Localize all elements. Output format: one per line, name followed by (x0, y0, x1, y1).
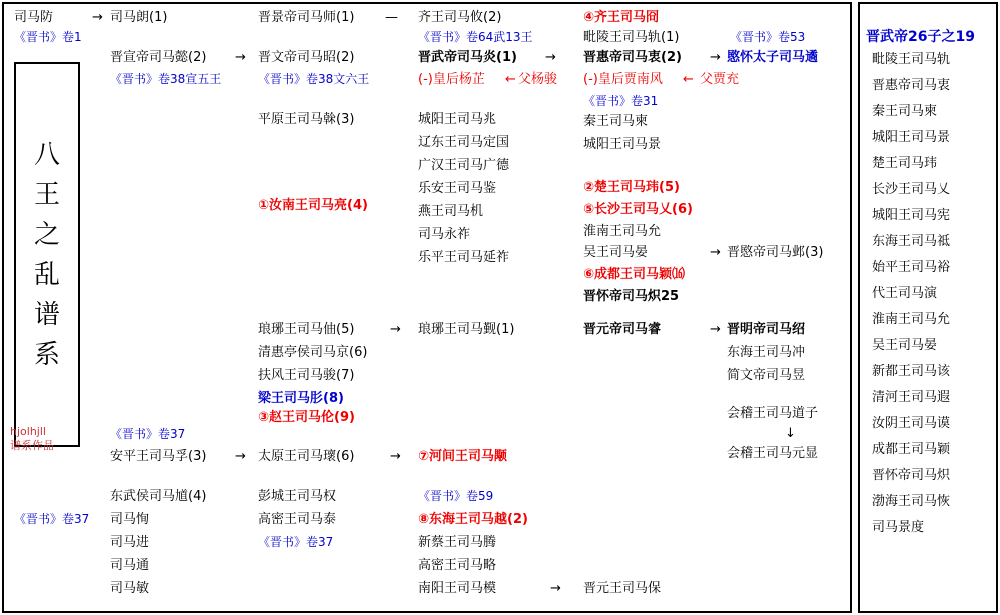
emperor-son-item: 成都王司马颖 (872, 442, 951, 457)
node-col2-0: 司马朗(1) (110, 10, 168, 25)
node-col1-2: 《晋书》卷1 (14, 30, 82, 44)
node-col1-6: 《晋书》卷37 (14, 512, 90, 526)
node-col2-6: 司马进 (110, 535, 150, 550)
node-col1-5: → (235, 449, 246, 464)
node-col3-2: 晋文帝司马昭(2) (258, 50, 355, 65)
node-col5-1: 毗陵王司马轨(1) (583, 30, 680, 45)
node-col1-0: 司马防 (14, 10, 54, 25)
node-col3-12: 太原王司马瓌(6) (258, 449, 355, 464)
title-char-4: 谱 (33, 299, 60, 330)
node-col4-13: 乐平王司马延祚 (418, 250, 510, 265)
node-col1-1: → (92, 10, 103, 25)
node-col3-1: — (385, 10, 398, 25)
chart-title-box (14, 62, 80, 447)
node-col4-12: 司马永祚 (418, 227, 471, 242)
node-col4-18: 新蔡王司马腾 (418, 535, 497, 550)
node-col5-15: 吴王司马晏 (583, 245, 649, 260)
right-panel-title: 晋武帝26子之19 (866, 29, 975, 45)
node-col3-7: → (390, 322, 401, 337)
node-col4-2: 晋武帝司马炎(1) (418, 50, 517, 65)
node-col4-19: 高密王司马略 (418, 558, 497, 573)
node-col3-13: → (390, 449, 401, 464)
emperor-son-item: 汝阴王司马谟 (872, 416, 951, 431)
title-char-5: 系 (33, 339, 60, 370)
emperor-son-item: 司马景度 (872, 520, 925, 535)
node-col4-3: → (545, 50, 556, 65)
emperor-son-item: 秦王司马柬 (872, 104, 938, 119)
node-col5-6: (-)皇后贾南风 (583, 72, 663, 87)
node-col3-14: 彭城王司马权 (258, 489, 337, 504)
node-col5-4: → (710, 50, 721, 65)
node-col5-9: 《晋书》卷31 (583, 94, 659, 108)
node-col2-1: 晋宣帝司马懿(2) (110, 50, 207, 65)
emperor-son-item: 楚王司马玮 (872, 156, 938, 171)
emperor-son-item: 东海王司马祗 (872, 234, 951, 249)
node-col3-8: 清惠亭侯司马京(6) (258, 345, 368, 360)
node-col4-7: 城阳王司马兆 (418, 112, 497, 127)
node-col3-4: 平原王司马榦(3) (258, 112, 355, 127)
node-col4-14: 琅琊王司马觐(1) (418, 322, 515, 337)
node-col4-21: → (550, 581, 561, 596)
title-char-1: 王 (33, 179, 60, 210)
node-col4-1: 《晋书》卷64武13王 (418, 30, 533, 44)
node-col3-0: 晋景帝司马师(1) (258, 10, 355, 25)
emperor-son-item: 长沙王司马乂 (872, 182, 951, 197)
title-char-3: 乱 (33, 259, 60, 290)
node-col2-8: 司马敏 (110, 581, 150, 596)
node-col5-14: 淮南王司马允 (583, 224, 662, 239)
node-col5-22: 晋明帝司马绍 (727, 322, 806, 337)
node-col2-2: → (235, 50, 246, 65)
node-col1-3: 《晋书》卷37 (110, 427, 186, 441)
node-col5-18: ⑥成都王司马颖⒃ (583, 267, 686, 282)
signature-line-2: 谱系作品 (10, 439, 54, 452)
node-col1-4: 安平王司马孚(3) (110, 449, 207, 464)
node-col5-17: 晋愍帝司马邺(3) (727, 245, 824, 260)
title-char-0: 八 (33, 139, 60, 170)
node-col5-2: 《晋书》卷53 (730, 30, 806, 44)
emperor-son-item: 毗陵王司马轨 (872, 52, 951, 67)
emperor-son-item: 晋惠帝司马衷 (872, 78, 951, 93)
node-col4-11: 燕王司马机 (418, 204, 484, 219)
node-col5-27: 会稽王司马元显 (727, 446, 819, 461)
node-col5-10: 秦王司马柬 (583, 114, 649, 129)
node-col2-7: 司马通 (110, 558, 150, 573)
emperor-son-item: 始平王司马裕 (872, 260, 951, 275)
signature-line-1: hjolhjll (10, 425, 46, 438)
node-col3-5: ①汝南王司马亮(4) (258, 198, 368, 213)
node-col2-3: 《晋书》卷38宣五王 (110, 72, 222, 86)
node-col4-4: (-)皇后杨芷 (418, 72, 485, 87)
node-col3-9: 扶风王司马骏(7) (258, 368, 355, 383)
node-col2-4: 东武侯司马馗(4) (110, 489, 207, 504)
node-col5-13: ⑤长沙王司马乂(6) (583, 202, 693, 217)
emperor-son-item: 代王司马演 (872, 286, 938, 301)
emperor-son-item: 淮南王司马允 (872, 312, 951, 327)
node-col4-0: 齐王司马攸(2) (418, 10, 502, 25)
node-col4-16: 《晋书》卷59 (418, 489, 494, 503)
node-col5-24: 简文帝司马昱 (727, 368, 806, 383)
node-col3-10: 梁王司马肜(8) (258, 391, 344, 406)
author-signature (10, 425, 54, 453)
node-col2-5: 司马恂 (110, 512, 150, 527)
node-col5-28: 晋元王司马保 (583, 581, 662, 596)
node-col3-6: 琅琊王司马伷(5) (258, 322, 355, 337)
node-col3-3: 《晋书》卷38文六王 (258, 72, 370, 86)
node-col4-8: 辽东王司马定国 (418, 135, 510, 150)
node-col5-20: 晋元帝司马睿 (583, 322, 662, 337)
node-col4-5: ← (505, 72, 516, 87)
emperor-son-item: 新都王司马该 (872, 364, 951, 379)
title-char-2: 之 (33, 219, 60, 250)
node-col5-3: 晋惠帝司马衷(2) (583, 50, 682, 65)
emperor-son-item: 吴王司马晏 (872, 338, 938, 353)
node-col5-26: ↓ (785, 426, 796, 441)
node-col4-20: 南阳王司马模 (418, 581, 497, 596)
emperor-son-item: 城阳王司马景 (872, 130, 951, 145)
node-col3-15: 高密王司马泰 (258, 512, 337, 527)
node-col4-17: ⑧东海王司马越(2) (418, 512, 528, 527)
node-col3-16: 《晋书》卷37 (258, 535, 334, 549)
node-col3-11: ③赵王司马伦(9) (258, 410, 355, 425)
node-col5-16: → (710, 245, 721, 260)
node-col5-12: ②楚王司马玮(5) (583, 180, 680, 195)
node-col5-0: ④齐王司马冏 (583, 10, 660, 25)
node-col4-15: ⑦河间王司马颙 (418, 449, 508, 464)
emperor-son-item: 渤海王司马恢 (872, 494, 951, 509)
emperor-son-item: 城阳王司马宪 (872, 208, 951, 223)
node-col5-5: 愍怀太子司马遹 (727, 50, 819, 65)
node-col4-10: 乐安王司马鉴 (418, 181, 497, 196)
node-col5-7: ← (683, 72, 694, 87)
node-col5-8: 父贾充 (700, 72, 740, 87)
emperor-son-item: 晋怀帝司马炽 (872, 468, 951, 483)
node-col5-21: → (710, 322, 721, 337)
node-col5-11: 城阳王司马景 (583, 137, 662, 152)
node-col4-9: 广汉王司马广德 (418, 158, 510, 173)
node-col5-23: 东海王司马冲 (727, 345, 806, 360)
node-col4-6: 父杨骏 (518, 72, 558, 87)
node-col5-25: 会稽王司马道子 (727, 406, 819, 421)
emperor-son-item: 清河王司马遐 (872, 390, 951, 405)
node-col5-19: 晋怀帝司马炽25 (583, 289, 680, 304)
